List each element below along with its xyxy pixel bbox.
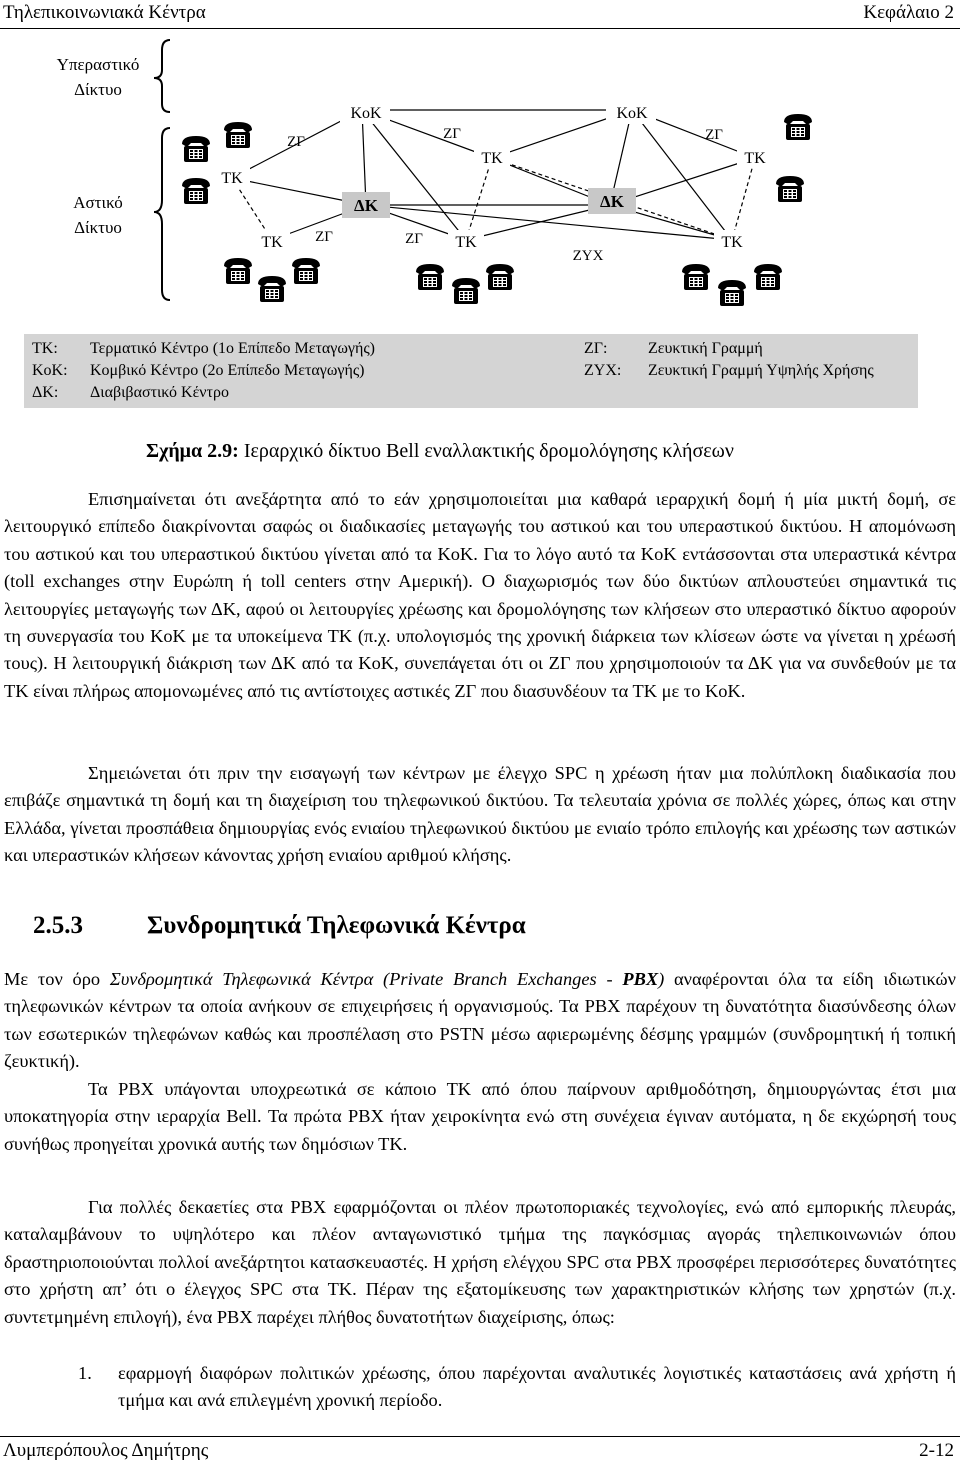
- section-heading: [33, 912, 526, 940]
- list-item: [78, 1360, 956, 1415]
- list-item-number: 1.: [78, 1363, 92, 1383]
- paragraph-1: [4, 486, 956, 705]
- node-tk-4: ΤΚ: [455, 234, 477, 251]
- local-brace: [154, 128, 170, 300]
- trunk-label-4: ΖΓ: [315, 229, 333, 245]
- p3-bold: PBX: [622, 969, 659, 989]
- paragraph-2-text: Σημειώνεται ότι πριν την εισαγωγή των κέντρων με έλεγχο SPC η χρέωση ήταν μια πολύπλοκη διαδικασία που επιβάζε σημαντικά τη δομή και τη διαχείριση του τηλεφωνικού δικτύου. Τα τελευταία χρόνια σε πολλές χώρες, όπως και στην Ελλάδα, γίνεται προσπάθεια δημιουργίας ενός ενιαίου τηλεφωνικού δικτύου με ενιαίο τρόπο επιλογής και χρέωσης των αστικών και υπεραστικών κλήσεων κάνοντας χρήση ενιαίου αριθμού κλήσης.: [4, 763, 956, 866]
- trunk-label-1: ΖΓ: [287, 134, 305, 150]
- node-tk-3: ΤΚ: [481, 150, 503, 167]
- legend-text-kok: Κομβικό Κέντρο (2ο Επίπεδο Μεταγωγής): [90, 362, 365, 379]
- footer-page-number: 2-12: [919, 1440, 954, 1461]
- p3-start: Με τον όρο: [4, 969, 110, 989]
- caption-text: Ιεραρχικό δίκτυο Bell εναλλακτικής δρομολόγησης κλήσεων: [238, 440, 734, 462]
- figure-caption: [146, 440, 734, 463]
- paragraph-1-text: Επισημαίνεται ότι ανεξάρτητα από το εάν χρησιμοποιείται μια καθαρά ιεραρχική δομή ή μία μικτή δομή, σε λειτουργικό επίπεδο διακρίνονται σαφώς οι διαδικασίες μεταγωγής του αστικού και του υπεραστικού δικτύου. Η απομόνωση του αστικού και του υπεραστικού δικτύου γίνεται από τα ΚοΚ. Για το λόγο αυτό τα ΚοΚ εντάσσονται στα υπεραστικά κέντρα (toll exchanges στην Ευρώπη ή toll centers στην Αμερική). Ο διαχωρισμός των δύο δικτύων απλουστεύει σημαντικά τις λειτουργίες μεταγωγής των ΔΚ, αφού οι λειτουργίες χρέωσης και δρομολόγησης των κλήσεων στο υπεραστικό δίκτυο αφορούν τη συνεργασία του ΚοΚ με τα υποκείμενα ΤΚ (π.χ. υπολογισμός της χρονική διάρκεια των κλίσεων ώστε να γίνεται η χρέωσή τους). Η λειτουργική διάκριση των ΔΚ από τα ΚοΚ, συνεπάγεται ότι οι ΖΓ που χρησιμοποιούν τα ΔΚ για να συνδεθούν με τα ΤΚ είναι πλήρως απομονωμένες από τις αντίστοιχες αστικές ΖΓ που διασυνδέουν τα ΤΚ με το ΚοΚ.: [4, 489, 956, 701]
- legend-abbr-kok: ΚοΚ:: [32, 362, 68, 379]
- svg-text:ΔΚ: ΔΚ: [354, 196, 378, 215]
- header-chapter: Κεφάλαιο 2: [863, 2, 954, 23]
- node-tk-5: ΤΚ: [744, 150, 766, 167]
- p3-italic: Συνδρομητικά Τηλεφωνικά Κέντρα (Private Branch Exchanges -: [109, 969, 623, 989]
- section-number: 2.5.3: [33, 912, 83, 939]
- legend-text-zyx: Ζευκτική Γραμμή Υψηλής Χρήσης: [648, 362, 874, 379]
- legend-text-dk: Διαβιβαστικό Κέντρο: [90, 384, 229, 401]
- svg-text:ΔΚ: ΔΚ: [600, 192, 624, 211]
- paragraph-4-text: Τα PBX υπάγονται υποχρεωτικά σε κάποιο ΤΚ από όπου παίρνουν αριθμοδότηση, δημιουργώντας έτσι μια υποκατηγορία στην ιεραρχία Bell. Τα πρώτα PBX ήταν χειροκίνητα ενώ στη συνέχεια έγιναν αυτόματα, η δε εκχώρησή τους συνήθως προηγείται χρονικά αυτής των δημόσιων ΤΚ.: [4, 1079, 956, 1154]
- paragraph-2: [4, 760, 956, 870]
- paragraph-5: [4, 1194, 956, 1331]
- p3-rest: αναφέρονται όλα τα είδη ιδιωτικών τηλεφωνικών κέντρων τα οποία ανήκουν σε επιχειρήσεις ή οργανισμούς. Τα PBX παρέχουν τη δυνατότητα διασύνδεσης όλων των εσωτερικών τηλεφώνων καθώς και προσπέλαση στο PSTN μέσω αφιερωμένης δέσμης γραμμών (συνδρομητική ή τοπική ζευκτική).: [4, 969, 956, 1072]
- legend-abbr-zg: ΖΓ:: [584, 340, 608, 357]
- paragraph-4: [4, 1076, 956, 1158]
- legend-abbr-dk: ΔΚ:: [32, 384, 59, 401]
- paragraph-5-text: Για πολλές δεκαετίες στα PBX εφαρμόζονται οι πλέον πρωτοποριακές τεχνολογίες, ενώ από εμπορικής πλευράς, καταλαμβάνουν το υψηλότερο και πλέον ανταγωνιστικό τμήμα της παγκόσμιας αγοράς τηλεπικοινωνιών όπου δραστηριοποιούνται πολλοί ανεξάρτητοι κατασκευαστές. Η χρήση ελέγχου SPC στα PBX προσφέρει περισσότερες δυνατότητες στο χρήστη απ’ ότι ο έλεγχος SPC στα ΤΚ. Πέραν της εξατομίκευσης των χαρακτηριστικών κλήσης των χρηστών (π.χ. συντετμημένη επιλογή), ένα PBX παρέχει πλήθος δυνατοτήτων διαχείρισης, όπως:: [4, 1197, 956, 1327]
- trunk-label-5: ΖΓ: [405, 231, 423, 247]
- node-kok-right: [606, 98, 656, 124]
- header-book-title: Τηλεπικοινωνιακά Κέντρα: [3, 2, 206, 23]
- caption-label: Σχήμα 2.9:: [146, 440, 239, 462]
- legend-text-zg: Ζευκτική Γραμμή: [648, 340, 763, 357]
- node-tk-1: ΤΚ: [221, 170, 243, 187]
- svg-text:ΚοΚ: ΚοΚ: [616, 105, 648, 122]
- legend-abbr-zyx: ΖΥΧ:: [584, 362, 622, 379]
- page-header: [0, 0, 960, 29]
- paragraph-3-text: [4, 966, 956, 1076]
- local-network-label-2: Δίκτυο: [74, 218, 122, 237]
- toll-network-label-1: Υπεραστικό: [56, 55, 140, 74]
- legend-text-tk: Τερματικό Κέντρο (1ο Επίπεδο Μεταγωγής): [90, 340, 375, 357]
- legend-abbr-tk: ΤΚ:: [32, 340, 58, 357]
- node-tk-2: ΤΚ: [261, 234, 283, 251]
- node-kok-left: [340, 98, 390, 124]
- page-footer: [0, 1436, 960, 1465]
- toll-brace: [154, 40, 170, 112]
- local-network-label-1: Αστικό: [73, 193, 123, 212]
- figure-legend: [24, 334, 918, 408]
- bell-network-figure: [0, 30, 960, 330]
- node-dk-left: [342, 192, 390, 218]
- solid-links: [232, 110, 755, 240]
- node-dk-right: [588, 188, 636, 214]
- p3-italic-end: ): [658, 969, 665, 989]
- toll-network-label-2: Δίκτυο: [74, 80, 122, 99]
- paragraph-3: [4, 966, 956, 1076]
- high-usage-trunk-label: ΖΥΧ: [572, 248, 604, 264]
- svg-text:ΚοΚ: ΚοΚ: [350, 105, 382, 122]
- trunk-label-3: ΖΓ: [705, 127, 723, 143]
- footer-author: Λυμπερόπουλος Δημήτρης: [3, 1440, 209, 1461]
- trunk-label-2: ΖΓ: [443, 126, 461, 142]
- section-title: Συνδρομητικά Τηλεφωνικά Κέντρα: [147, 912, 526, 939]
- dashed-links: [232, 158, 755, 240]
- list-item-text: εφαρμογή διαφόρων πολιτικών χρέωσης, όπου παρέχονται αναλυτικές λογιστικές καταστάσεις ανά χρήστη ή τμήμα και ανά επιλεγμένη χρονική περίοδο.: [118, 1363, 956, 1411]
- node-tk-6: ΤΚ: [721, 234, 743, 251]
